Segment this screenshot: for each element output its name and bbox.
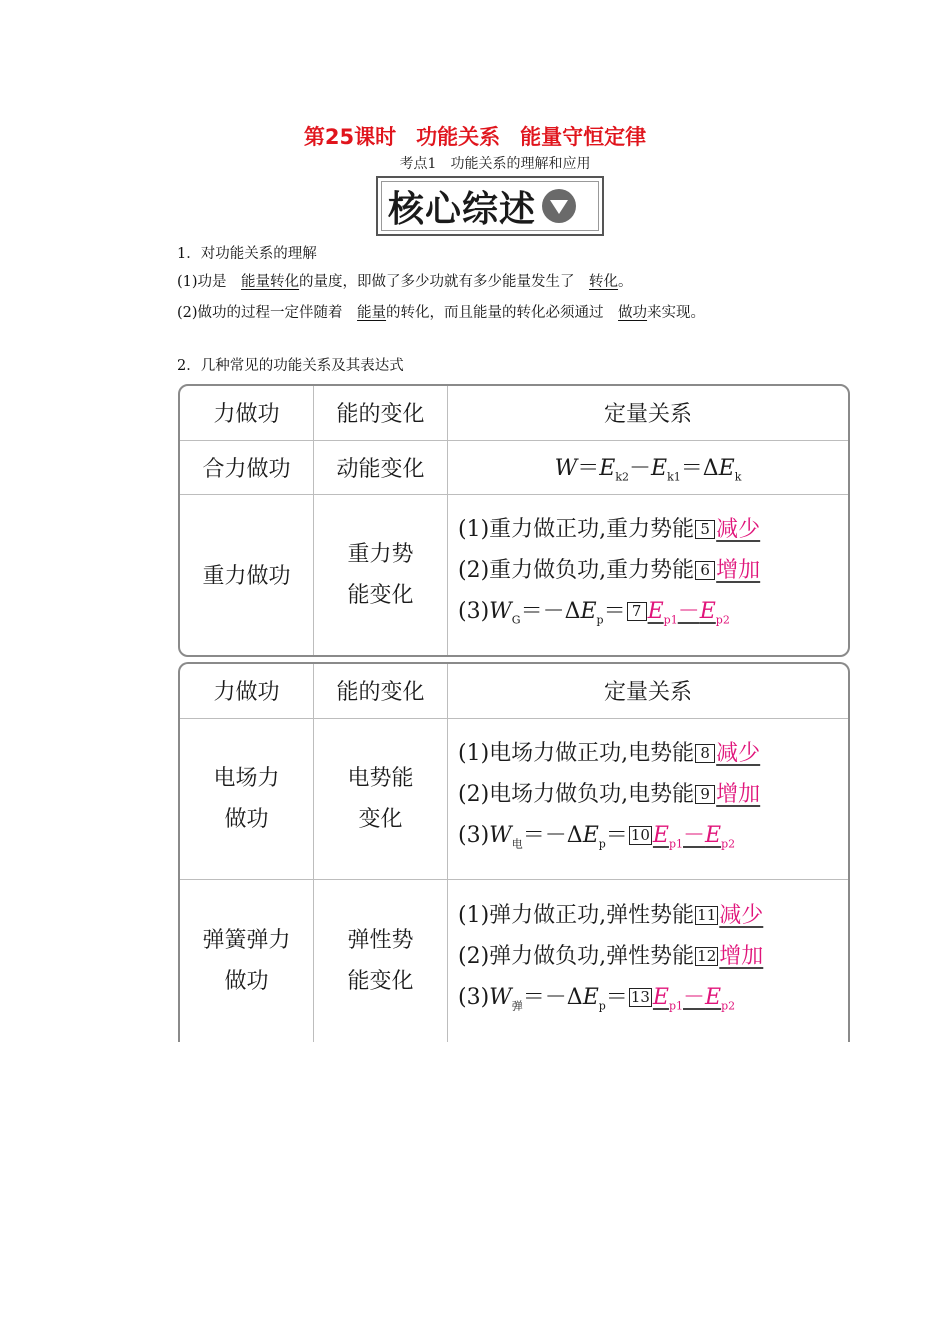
symbol: ＝Δ (680, 455, 719, 481)
subscript: p2 (721, 999, 736, 1013)
badge-label: 核心综述 (388, 188, 537, 230)
relation-line (458, 895, 848, 936)
subscript: G (511, 613, 521, 627)
blank-number: 10 (630, 825, 650, 844)
subscript: p (598, 999, 606, 1013)
header-force: 力做功 (180, 386, 314, 440)
text: 能变化 (347, 968, 414, 994)
text: 的量度，即做了多少功就有多少能量发生了 (299, 274, 590, 290)
relation-line (458, 509, 848, 550)
subscript: p1 (663, 613, 678, 627)
symbol: E (705, 822, 722, 848)
header-change: 能的变化 (314, 664, 448, 718)
text: 电势能 (347, 765, 414, 791)
text: 做功 (224, 806, 269, 832)
header-relation: 定量关系 (448, 664, 849, 718)
blank-number: 13 (630, 988, 650, 1007)
force-cell (180, 718, 314, 879)
subscript: p2 (715, 613, 730, 627)
text: (2)重力做负功,重力势能 (458, 558, 695, 584)
subscript: p1 (668, 837, 684, 851)
subscript: 电 (511, 837, 523, 851)
text: ＝－Δ (520, 599, 581, 625)
answer: 减少 (716, 740, 761, 766)
symbol: － (683, 985, 706, 1011)
relation-line (458, 733, 848, 774)
blank-number: 8 (695, 744, 715, 763)
section-badge (376, 176, 604, 236)
symbol: W (489, 985, 512, 1011)
text: ＝ (605, 985, 628, 1011)
symbol: E (580, 599, 597, 625)
text: (2)电场力做负功,电势能 (458, 781, 695, 807)
text: (3) (458, 985, 490, 1011)
answer: 增加 (719, 944, 764, 970)
formula-cell (448, 440, 849, 494)
symbol: － (677, 599, 700, 625)
relation-cell (448, 718, 849, 879)
relation-line (458, 774, 848, 815)
answer: 减少 (719, 903, 764, 929)
text: 重力势 (347, 541, 414, 567)
symbol: E (652, 985, 669, 1011)
text: ＝－Δ (522, 822, 583, 848)
subscript: k (734, 470, 742, 484)
symbol: E (705, 985, 722, 1011)
topic-2: 能量守恒定律 (520, 125, 647, 149)
header-change: 能的变化 (314, 386, 448, 440)
lesson-number: 第25课时 (303, 125, 397, 149)
force-cell: 重力做功 (180, 494, 314, 655)
text: ＝ (603, 599, 626, 625)
symbol: E (652, 822, 669, 848)
subscript: p (598, 837, 606, 851)
text: (2)做功的过程一定伴随着 (177, 305, 358, 321)
subscript: k2 (615, 470, 629, 484)
text: ＝ (605, 822, 628, 848)
relation-line (458, 550, 848, 591)
blank-number: 6 (695, 561, 715, 580)
text: 。 (618, 274, 633, 290)
symbol: － (629, 455, 652, 481)
text: (2)弹力做负功,弹性势能 (458, 944, 695, 970)
section1-heading: 1．对功能关系的理解 (177, 246, 317, 262)
blank-number: 12 (697, 947, 717, 966)
energy-table-2 (178, 662, 850, 1042)
text: 电场力 (213, 765, 280, 791)
change-cell (314, 879, 448, 1042)
symbol: E (582, 822, 599, 848)
page-title (0, 121, 950, 151)
symbol: E (699, 599, 716, 625)
symbol: － (683, 822, 706, 848)
answer (652, 822, 736, 851)
section1-line2 (177, 301, 705, 322)
change-cell: 动能变化 (314, 440, 448, 494)
fill-blank: 能量 (357, 305, 387, 321)
relation-line (458, 591, 848, 640)
force-cell: 合力做功 (180, 440, 314, 494)
answer: 减少 (716, 517, 761, 543)
blank-number: 11 (697, 906, 717, 925)
change-cell (314, 718, 448, 879)
relation-line (458, 815, 848, 864)
force-cell (180, 879, 314, 1042)
symbol: E (599, 455, 616, 481)
text: (1)电场力做正功,电势能 (458, 740, 695, 766)
text: (1)重力做正功,重力势能 (458, 517, 695, 543)
text: (3) (458, 822, 490, 848)
text: (1)功是 (177, 274, 242, 290)
text: 做功 (224, 968, 269, 994)
symbol: ＝ (577, 455, 600, 481)
section1-line1 (177, 270, 633, 291)
blank-number: 7 (627, 602, 647, 621)
triangle-down-icon (542, 189, 576, 223)
text: 能变化 (347, 582, 414, 608)
symbol: W (489, 822, 512, 848)
symbol: W (554, 455, 578, 481)
fill-blank: 能量转化 (241, 274, 300, 290)
subscript: 弹 (511, 999, 523, 1013)
subtitle: 考点1 功能关系的理解和应用 (399, 156, 591, 172)
symbol: E (651, 455, 668, 481)
text: 弹簧弹力 (202, 927, 291, 953)
subscript: k1 (667, 470, 681, 484)
section2-heading: 2．几种常见的功能关系及其表达式 (177, 358, 404, 374)
text: 来实现。 (647, 305, 706, 321)
answer (652, 985, 736, 1013)
header-relation: 定量关系 (448, 386, 849, 440)
text: 的转化，而且能量的转化必须通过 (386, 305, 619, 321)
relation-cell (448, 879, 849, 1042)
blank-number: 9 (695, 785, 715, 804)
header-force: 力做功 (180, 664, 314, 718)
blank-number: 5 (695, 520, 715, 539)
subscript: p2 (721, 837, 736, 851)
relation-line (458, 977, 848, 1026)
relation-line (458, 936, 848, 977)
energy-table-1 (178, 384, 850, 657)
text: 变化 (358, 806, 403, 832)
text: 弹性势 (347, 927, 414, 953)
answer: 增加 (716, 781, 761, 807)
text: (1)弹力做正功,弹性势能 (458, 903, 695, 929)
symbol: E (647, 599, 664, 625)
topic-1: 功能关系 (416, 125, 501, 149)
fill-blank: 转化 (589, 274, 619, 290)
symbol: W (489, 599, 512, 625)
text: (3) (458, 599, 490, 625)
symbol: E (582, 985, 599, 1011)
subscript: p1 (668, 999, 684, 1013)
fill-blank: 做功 (618, 305, 648, 321)
answer (647, 599, 730, 627)
answer: 增加 (716, 558, 761, 584)
change-cell (314, 494, 448, 655)
text: ＝－Δ (522, 985, 583, 1011)
subscript: p (596, 613, 604, 627)
symbol: E (718, 455, 735, 481)
relation-cell (448, 494, 849, 655)
